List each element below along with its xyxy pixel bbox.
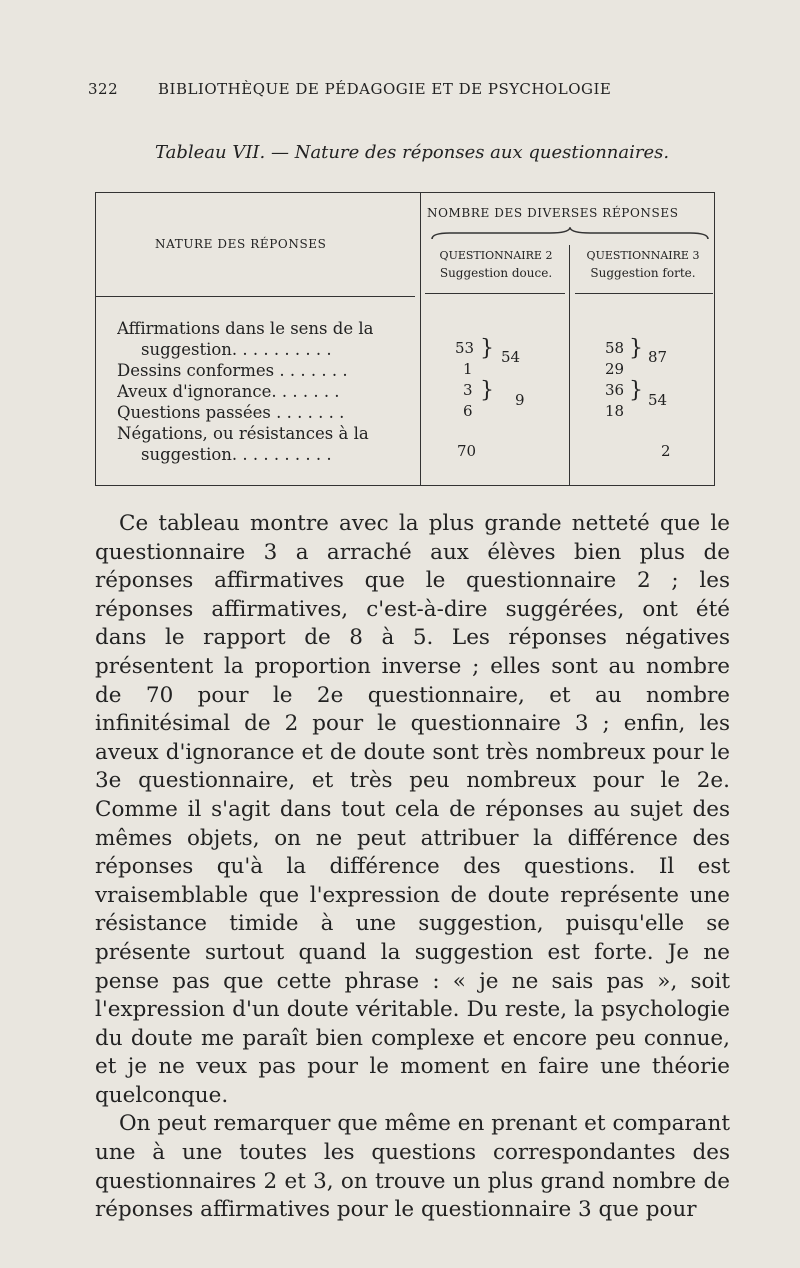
row-label: Dessins conformes . . . . . . .: [117, 361, 348, 380]
q2-passees: 6: [463, 402, 473, 420]
q3-brace-2: }: [629, 378, 643, 403]
paragraph: Ce tableau montre avec la plus grande netteté que le questionnaire 3 a arraché aux élèves bien plus de réponses affirmatives que le questionnaire 2 ; les réponses affirmatives, c'est-à-dire suggérées, ont été dans le rapport de 8 à 5. Les réponses négatives présentent la proportion inverse ; elles sont au nombre de 70 pour le 2e questionnaire, et au nombre infinitésimal de 2 pour le questionnaire 3 ; enfin, les aveux d'ignorance et de doute sont très nombreux pour le 3e questionnaire, et très peu nombreux pour le 2e. Comme il s'agit dans tout cela de réponses au sujet des mêmes objets, on ne peut attribuer la différence des réponses qu'à la différence des questions. Il est vraisemblable que l'expression de doute représente une résistance timide à une suggestion, puisqu'elle se présente surtout quand la suggestion est forte. Je ne pense pas que cette phrase : « je ne sais pas », soit l'expression d'un doute véritable. Du reste, la psychologie du doute me paraît bien complexe et encore peu connue, et je ne veux pas pour le moment en faire une théorie quelconque.: [95, 511, 730, 1108]
running-header: [88, 80, 648, 98]
header-rule-q2: [425, 293, 565, 294]
header-q2-sub: Suggestion douce.: [439, 266, 553, 280]
group-brace: [430, 227, 710, 241]
header-group: NOMBRE DES DIVERSES RÉPONSES: [427, 206, 679, 220]
q2-sum-affirm: 54: [501, 348, 521, 366]
q2-brace-1: }: [480, 336, 494, 361]
table-caption: Tableau VII. — Nature des réponses aux questionnaires.: [155, 142, 670, 163]
row-labels: [117, 318, 422, 465]
q2-brace-2: }: [480, 378, 494, 403]
header-q2: [425, 249, 567, 280]
header-nature: NATURE DES RÉPONSES: [155, 237, 327, 251]
q3-negations: 2: [661, 442, 671, 460]
q2-affirmations: 53: [455, 339, 475, 357]
row-label: Questions passées . . . . . . .: [117, 403, 345, 422]
header-q3: [573, 249, 713, 280]
q3-brace-1: }: [629, 336, 643, 361]
body-text: [95, 510, 730, 1225]
q2-sum-doute: 9: [515, 391, 525, 409]
header-q3-title: QUESTIONNAIRE 3: [586, 249, 700, 262]
q3-sum-doute: 54: [648, 391, 668, 409]
header-q2-title: QUESTIONNAIRE 2: [439, 249, 553, 262]
q2-dessins: 1: [463, 360, 473, 378]
row-label: Négations, ou résistances à la: [117, 424, 369, 443]
q3-dessins: 29: [605, 360, 625, 378]
column-divider-q: [569, 245, 570, 485]
q3-ignorance: 36: [605, 381, 625, 399]
row-label: suggestion. . . . . . . . . .: [141, 340, 332, 359]
q2-negations: 70: [457, 442, 477, 460]
q3-affirmations: 58: [605, 339, 625, 357]
table-right-border: [714, 193, 715, 485]
running-title: BIBLIOTHÈQUE DE PÉDAGOGIE ET DE PSYCHOLOGIE: [158, 80, 612, 98]
paragraph: On peut remarquer que même en prenant et comparant une à une toutes les questions correspondantes des questionnaires 2 et 3, on trouve un plus grand nombre de réponses affirmatives pour le questionnaire 3 que pour: [95, 1111, 730, 1223]
table-left-border: [95, 193, 96, 485]
header-rule-q3: [575, 293, 713, 294]
header-rule-left: [95, 296, 415, 297]
header-q3-sub: Suggestion forte.: [590, 266, 696, 280]
row-label: Aveux d'ignorance. . . . . . .: [117, 382, 340, 401]
row-label: suggestion. . . . . . . . . .: [141, 445, 332, 464]
row-label: Affirmations dans le sens de la: [117, 319, 374, 338]
page-number: 322: [88, 80, 119, 98]
q3-passees: 18: [605, 402, 625, 420]
q2-ignorance: 3: [463, 381, 473, 399]
responses-table: [95, 192, 715, 486]
q3-sum-affirm: 87: [648, 348, 668, 366]
